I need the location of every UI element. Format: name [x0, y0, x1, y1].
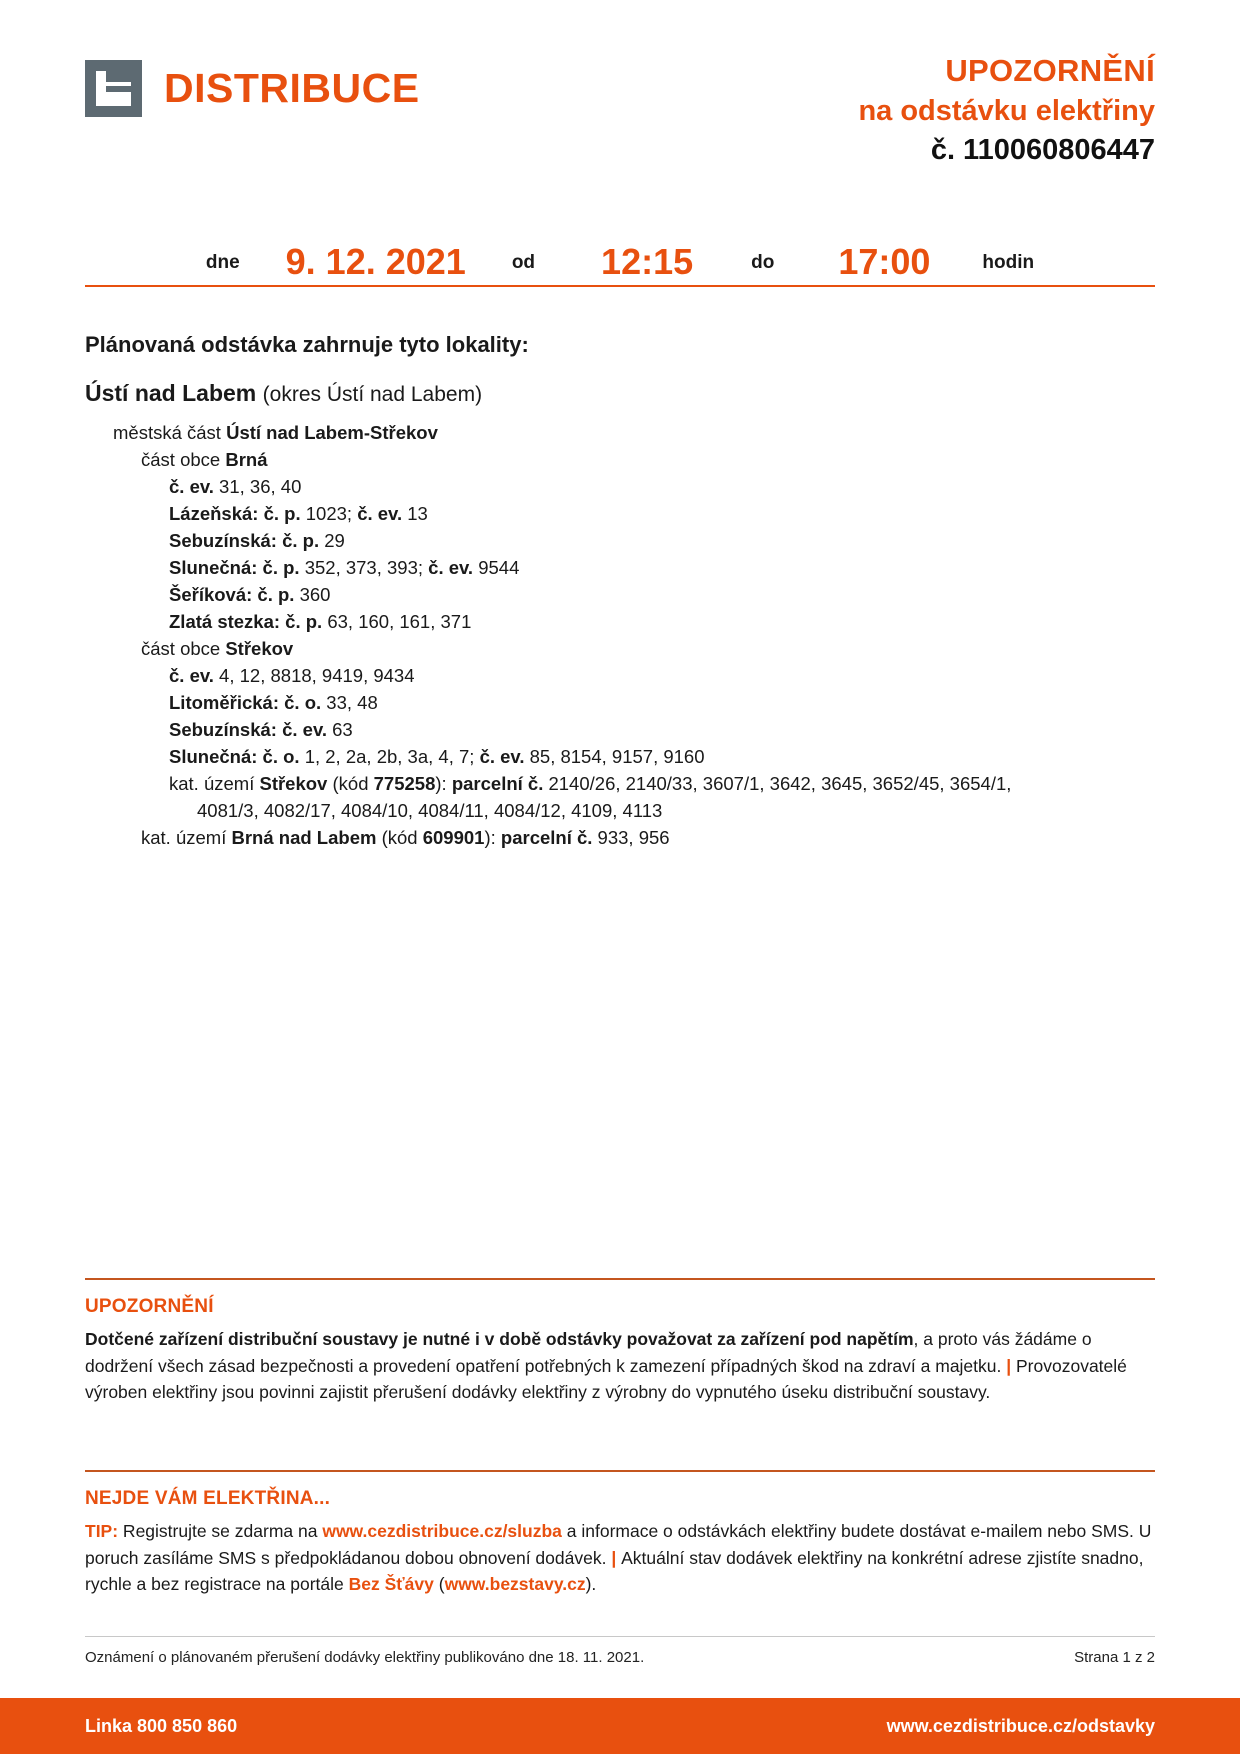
- warning-separator: |: [1001, 1355, 1016, 1376]
- address-line: Litoměřická: č. o. 33, 48: [169, 692, 378, 713]
- footer-phone: Linka 800 850 860: [85, 1715, 238, 1736]
- cadastral-line-brna: kat. území Brná nad Labem (kód 609901): parcelní č. 933, 956: [141, 827, 670, 848]
- address-line: Šeříková: č. p. 360: [169, 584, 331, 605]
- warning-bold-text: Dotčené zařízení distribuční soustavy je nutné i v době odstávky považovat za zařízení pod napětím: [85, 1329, 914, 1349]
- brand-wordmark: DISTRIBUCE: [164, 65, 420, 111]
- warning-body: [85, 1326, 1155, 1406]
- address-line: Sebuzínská: č. ev. 63: [169, 719, 353, 740]
- portal-name: Bez Šťávy: [348, 1574, 434, 1595]
- help-text-4: (: [433, 1574, 445, 1595]
- warning-title: UPOZORNĚNÍ: [85, 1296, 214, 1317]
- address-line: Slunečná: č. p. 352, 373, 393; č. ev. 9544: [169, 557, 520, 578]
- address-line: městská část Ústí nad Labem-Střekov: [113, 422, 438, 443]
- help-text-3: Aktuální stav dodávek elektřiny na konkrétní adrese zjistíte snadno, rychle a bez registrace na portále: [85, 1547, 1144, 1595]
- service-link[interactable]: www.cezdistribuce.cz/sluzba: [322, 1521, 562, 1541]
- address-line: Sebuzínská: č. p. 29: [169, 530, 345, 551]
- city-district: (okres Ústí nad Labem): [262, 383, 483, 406]
- notice-header-titles: [858, 52, 1155, 169]
- city-name: Ústí nad Labem: [85, 380, 257, 406]
- outage-time-to: 17:00: [838, 241, 931, 282]
- help-text-5: ).: [585, 1574, 597, 1595]
- warning-text-2: Provozovatelé výroben elektřiny jsou povinni zajistit přerušení dodávky elektřiny z výrobny do vypnutého úseku distribuční soustavy.: [85, 1355, 1127, 1403]
- cadastral-lines: [85, 770, 1155, 851]
- page-footnote: [85, 1636, 1155, 1666]
- label-dne: dne: [205, 252, 240, 273]
- notice-warning-section: [85, 1278, 1155, 1406]
- publication-note: Oznámení o plánovaném přerušení dodávky elektřiny publikováno dne 18. 11. 2021.: [85, 1649, 645, 1666]
- outage-datetime-bar: [85, 228, 1155, 287]
- notice-number: č. 110060806447: [930, 134, 1155, 167]
- outage-date: 9. 12. 2021: [285, 241, 466, 282]
- address-line: č. ev. 31, 36, 40: [169, 476, 302, 497]
- brand-block: [85, 60, 420, 117]
- portal-link[interactable]: www.bezstavy.cz: [444, 1574, 586, 1595]
- help-body: [85, 1518, 1155, 1598]
- footer-bar: [0, 1698, 1240, 1754]
- notice-help-section: [85, 1470, 1155, 1598]
- address-line: Slunečná: č. o. 1, 2, 2a, 2b, 3a, 4, 7; č. ev. 85, 8154, 9157, 9160: [169, 746, 705, 767]
- city-heading: [85, 382, 1155, 405]
- address-line: Lázeňská: č. p. 1023; č. ev. 13: [169, 503, 428, 524]
- label-od: od: [511, 252, 536, 273]
- address-line: Zlatá stezka: č. p. 63, 160, 161, 371: [169, 611, 472, 632]
- help-text-1: Registrujte se zdarma na: [118, 1521, 323, 1541]
- label-do: do: [751, 252, 775, 273]
- tip-label: TIP:: [85, 1521, 119, 1541]
- help-text-2: a informace o odstávkách elektřiny budete dostávat e-mailem nebo SMS. U poruch zasíláme SMS s předpokládanou dobou obnovení dodávek.: [85, 1521, 1152, 1568]
- cez-logo-icon: [85, 60, 142, 117]
- page-number: Strana 1 z 2: [1074, 1649, 1155, 1666]
- locality-list: [85, 382, 1155, 851]
- address-lines: [85, 419, 1155, 770]
- label-hodin: hodin: [982, 252, 1035, 273]
- cadastral-line-strekov: kat. území Střekov (kód 775258): parcelní č. 2140/26, 2140/33, 3607/1, 3642, 3645, 3652/45, 3654/1,: [169, 773, 1012, 794]
- address-line: část obce Brná: [141, 449, 268, 470]
- help-separator: |: [606, 1547, 622, 1568]
- footer-web[interactable]: www.cezdistribuce.cz/odstavky: [886, 1715, 1155, 1736]
- address-line: část obce Střekov: [141, 638, 294, 659]
- document-header: [85, 52, 1155, 172]
- warning-text: , a proto vás žádáme o dodržení všech zásad bezpečnosti a provedení opatření potřebných k zamezení případných škod na zdraví a majetku.: [85, 1329, 1092, 1376]
- cadastral-line-strekov-continued: 4081/3, 4082/17, 4084/10, 4084/11, 4084/12, 4109, 4113: [197, 800, 663, 821]
- address-line: č. ev. 4, 12, 8818, 9419, 9434: [169, 665, 415, 686]
- notice-heading: UPOZORNĚNÍ: [945, 53, 1155, 88]
- help-title: NEJDE VÁM ELEKTŘINA...: [85, 1488, 331, 1509]
- intro-text: Plánovaná odstávka zahrnuje tyto lokality:: [85, 332, 529, 357]
- notice-subheading: na odstávku elektřiny: [858, 94, 1155, 127]
- outage-time-from: 12:15: [601, 241, 694, 282]
